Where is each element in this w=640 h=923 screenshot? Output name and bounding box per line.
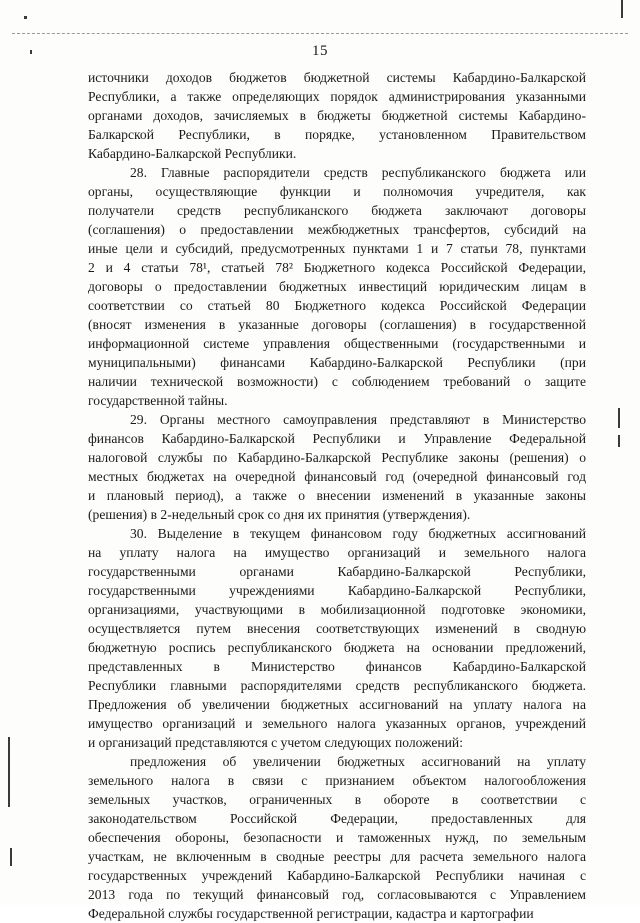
paragraph-p29-line: и плановый период), а также о внесении изменений в указанные законы — [88, 488, 586, 503]
paragraph-p30-line: бюджетную роспись республиканского бюджета на основании предложений, — [88, 640, 586, 655]
paragraph-p30-line: и организаций представляются с учетом следующих положений: — [88, 735, 463, 750]
paragraph-p30-line: представленных в Министерство финансов Кабардино-Балкарской — [88, 659, 586, 674]
paragraph-p30a-line: 2013 года по текущий финансовый год, согласовываются с Управлением — [88, 887, 586, 902]
paragraph-p30-line: на уплату налога на имущество организаций и земельного налога — [88, 545, 586, 560]
margin-mark — [8, 737, 10, 807]
margin-mark — [618, 435, 620, 447]
margin-mark — [10, 848, 12, 866]
paragraph-p29-line: (решения) в 2-недельный срок со дня их принятия (утверждения). — [88, 507, 471, 522]
paragraph-p30-line: государственными органами Кабардино-Балкарской Республики, — [88, 564, 586, 579]
paragraph-p28-line: иные цели и субсидий, предусмотренных пунктами 1 и 7 статьи 78, пунктами — [88, 241, 586, 256]
paragraph-p29-line: налоговой службы по Кабардино-Балкарской Республике законы (решения) о — [88, 450, 586, 465]
paragraph-p30a-line: участкам, не включенным в сводные реестры для расчета земельного налога — [88, 849, 586, 864]
paragraph-p30-line: имущество организаций и земельного налога указанных органов, учреждений — [88, 716, 586, 731]
paragraph-cont-line: Республики, а также определяющих порядок администрирования указанными — [88, 89, 586, 104]
margin-mark — [621, 0, 623, 18]
paragraph-p30-line: Предложения об увеличении бюджетных ассигнований на уплату налога на — [88, 697, 586, 712]
paragraph-p30-line: организациями, участвующими в мобилизационной подготовке экономики, — [88, 602, 586, 617]
paragraph-p28-line: 28. Главные распорядители средств республиканского бюджета или — [130, 165, 586, 180]
paragraph-p28-line: информационной системе управления общественными (государственными и — [88, 336, 586, 351]
paragraph-cont-line: Кабардино-Балкарской Республики. — [88, 146, 297, 161]
paragraph-cont-line: Балкарской Республики, в порядке, установленном Правительством — [88, 127, 586, 142]
paragraph-p28-line: договоры о предоставлении бюджетных инвестиций юридическим лицам в — [88, 279, 586, 294]
paragraph-p28-line: муниципальными) финансами Кабардино-Балкарской Республики (при — [88, 355, 586, 370]
page-number: 15 — [312, 43, 328, 59]
paragraph-p30-line: государственными учреждениями Кабардино-Балкарской Республики, — [88, 583, 586, 598]
paragraph-p29-line: финансов Кабардино-Балкарской Республики и Управление Федеральной — [88, 431, 586, 446]
paragraph-p28-line: государственной тайны. — [88, 393, 228, 408]
paragraph-p28-line: (вносят изменения в указанные договоры (соглашения) в государственной — [88, 317, 586, 332]
paragraph-p30a-line: земельного налога в связи с признанием объектом налогообложения — [88, 773, 586, 788]
paragraph-p30a-line: Федеральной службы государственной регистрации, кадастра и картографии — [88, 906, 534, 921]
paragraph-p28-line: органы, осуществляющие функции и полномочия учредителя, как — [88, 184, 586, 199]
paragraph-p28-line: (соглашения) о предоставлении межбюджетных трансфертов, субсидий на — [88, 222, 586, 237]
corner-mark — [24, 16, 27, 19]
paragraph-p30a-line: государственных учреждений Кабардино-Балкарской Республики начиная с — [88, 868, 586, 883]
paragraph-p30-line: осуществляется путем внесения соответствующих изменений в сводную — [88, 621, 586, 636]
paragraph-p28-line: получатели средств республиканского бюджета заключают договоры — [88, 203, 586, 218]
paragraph-p28-line: соответствии со статьей 80 Бюджетного кодекса Российской Федерации — [88, 298, 586, 313]
paragraph-p28-line: 2 и 4 статьи 78¹, статьей 78² Бюджетного кодекса Российской Федерации, — [88, 260, 586, 275]
document-body — [88, 68, 586, 923]
paragraph-p30a-line: законодательством Российской Федерации, предоставленных для — [88, 811, 586, 826]
paragraph-p30a-line: предложения об увеличении бюджетных ассигнований на уплату — [130, 754, 586, 769]
paragraph-cont-line: органами доходов, зачисляемых в бюджеты бюджетной системы Кабардино- — [88, 108, 586, 123]
paragraph-p30a-line: земельных участков, ограниченных в обороте в соответствии с — [88, 792, 586, 807]
paragraph-p28-line: наличии технической возможности) с соблюдением требований о защите — [88, 374, 586, 389]
paragraph-p30-line: 30. Выделение в текущем финансовом году бюджетных ассигнований — [130, 526, 586, 541]
paragraph-p30-line: Республики главными распорядителями средств республиканского бюджета. — [88, 678, 586, 693]
paragraph-p29-line: 29. Органы местного самоуправления представляют в Министерство — [130, 412, 586, 427]
paragraph-p29-line: местных бюджетах на очередной финансовый год (очередной финансовый год — [88, 469, 586, 484]
margin-mark — [618, 408, 620, 428]
paragraph-p30a-line: обеспечения обороны, безопасности и таможенных нужд, по земельным — [88, 830, 586, 845]
paragraph-cont-line: источники доходов бюджетов бюджетной системы Кабардино-Балкарской — [88, 70, 586, 85]
top-dashed-line — [12, 33, 628, 34]
